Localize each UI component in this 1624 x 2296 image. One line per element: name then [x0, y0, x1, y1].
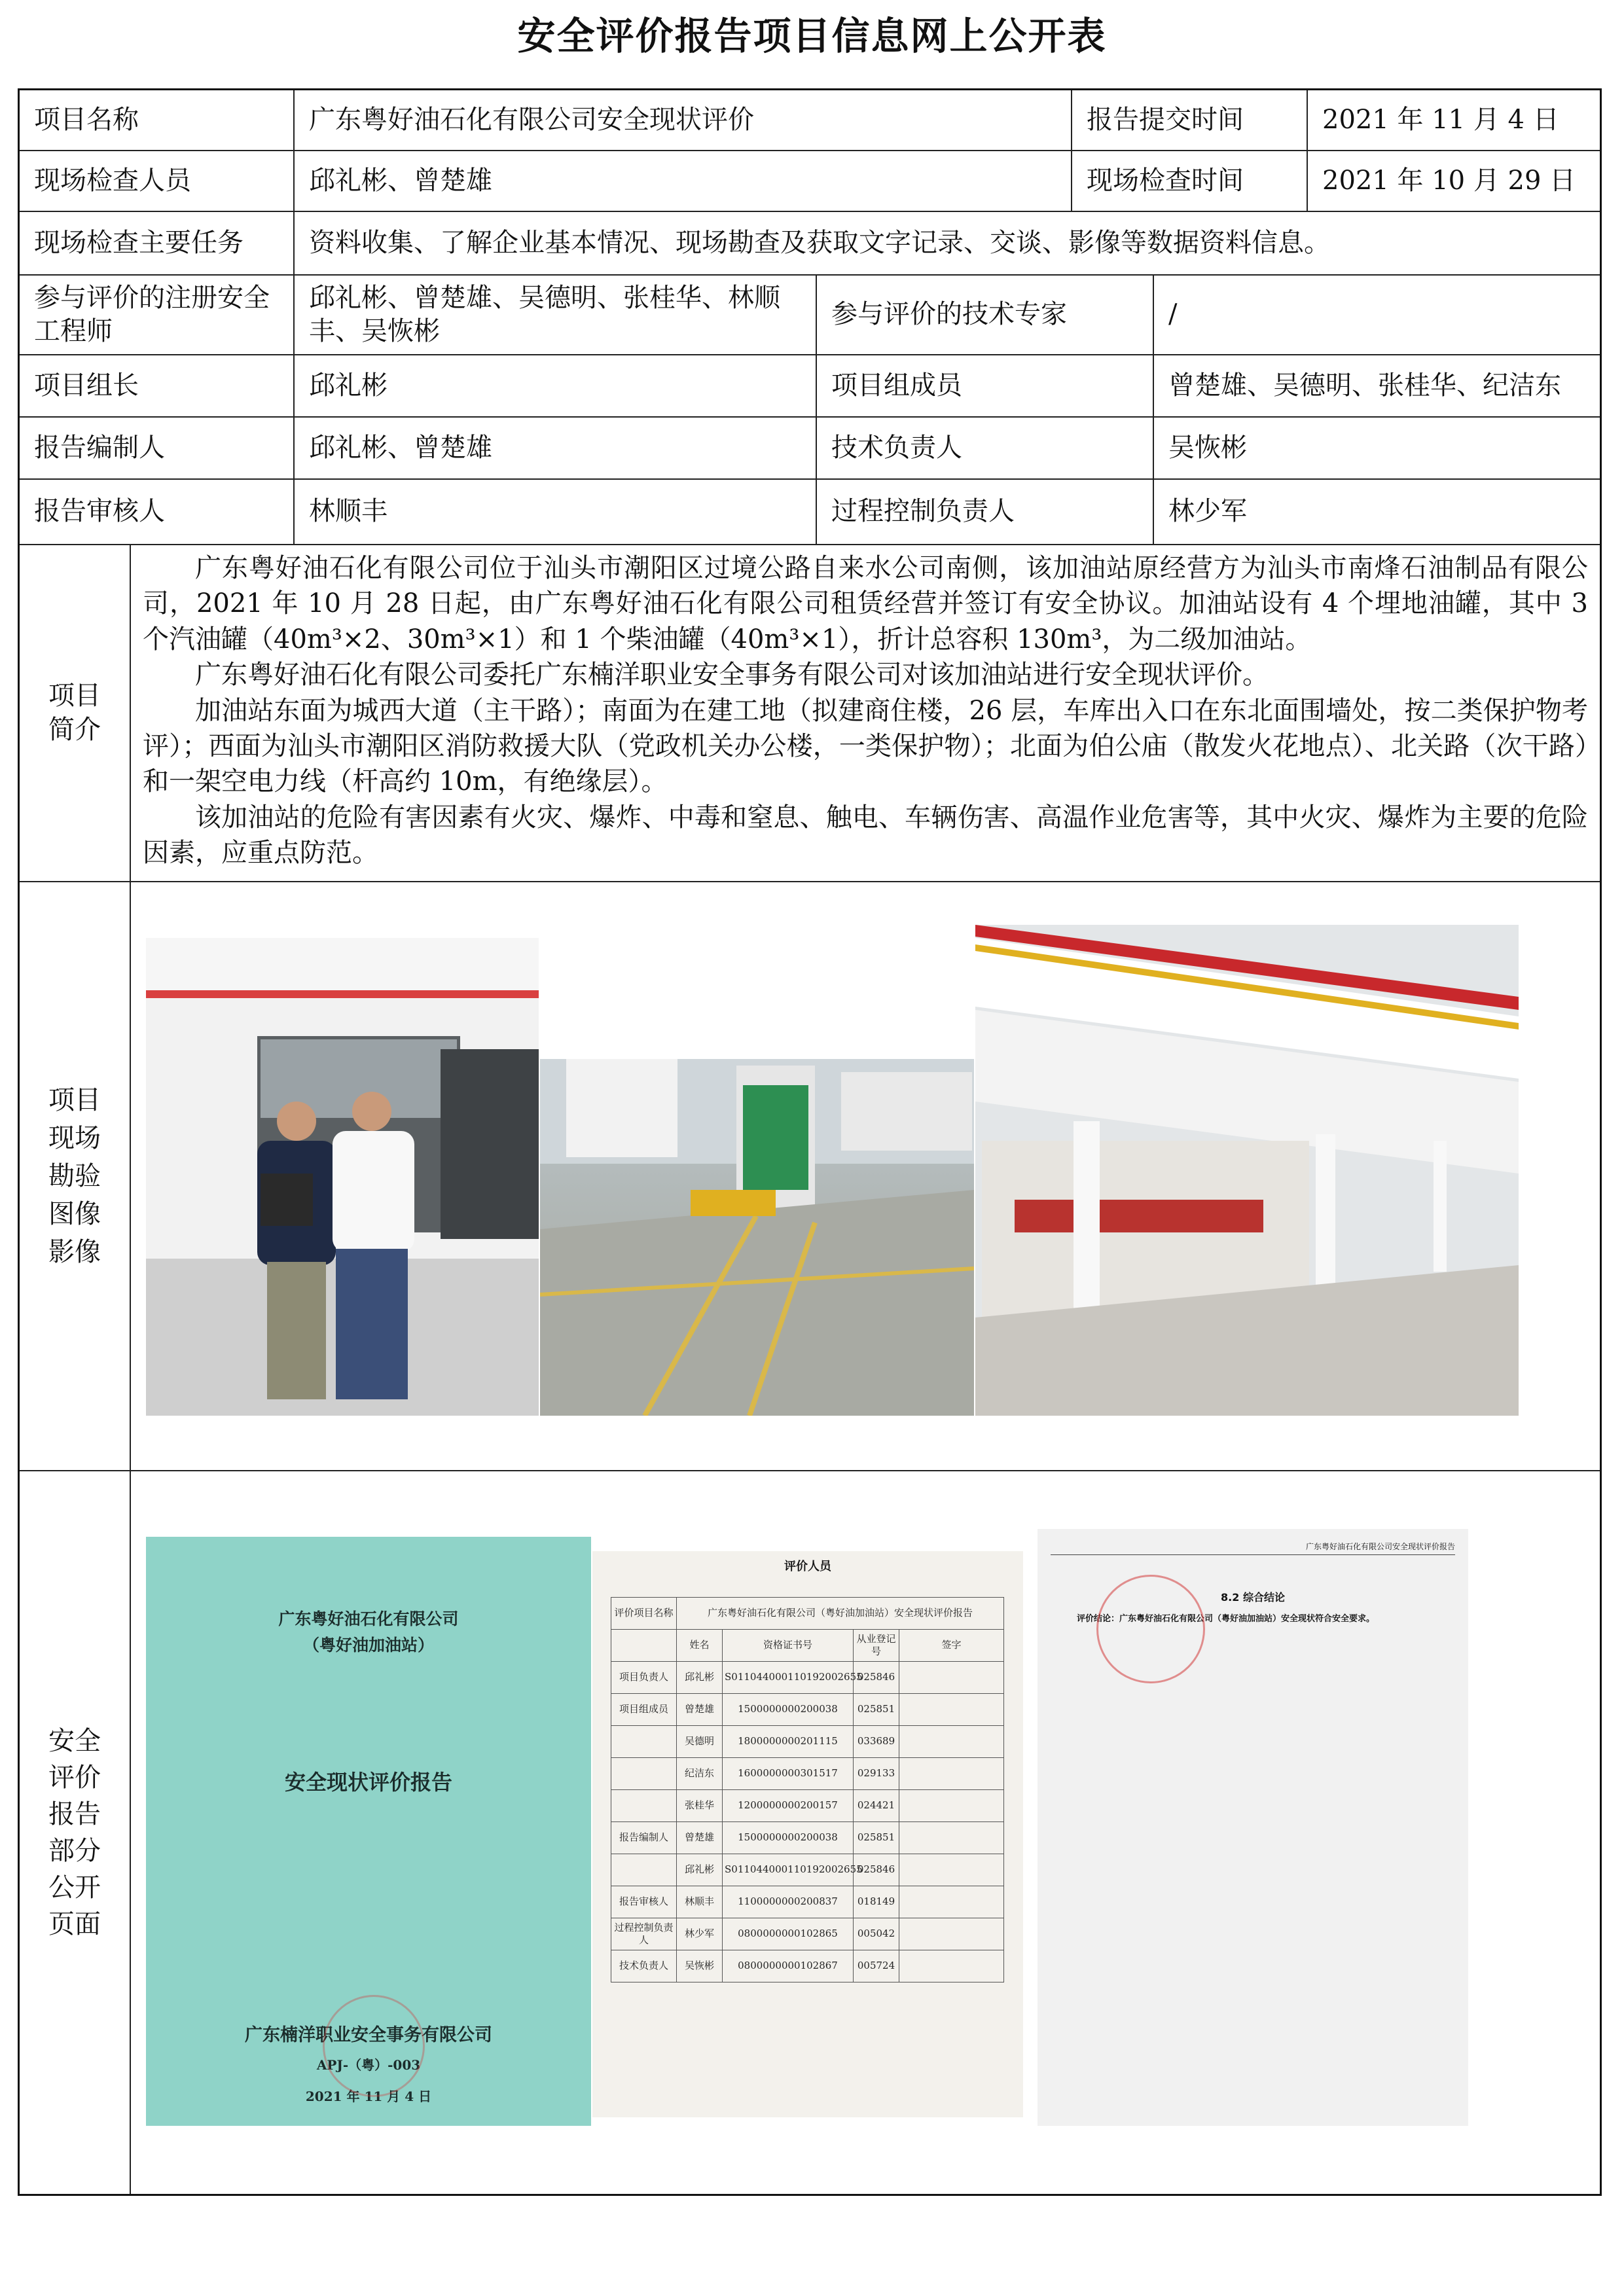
report-staff-page: [592, 1551, 1023, 2117]
staff-role: [611, 1726, 677, 1758]
label-project-name: 项目名称: [20, 90, 295, 151]
staff-cert: S011044000110192002655: [723, 1662, 854, 1694]
staff-name: 邱礼彬: [677, 1662, 723, 1694]
staff-reg: 025851: [854, 1822, 899, 1854]
staff-cert: 0800000000102865: [723, 1918, 854, 1950]
intro-paragraph-1: 广东粤好油石化有限公司位于汕头市潮阳区过境公路自来水公司南侧，该加油站原经营方为汕头市南烽石油制品有限公司，2021 年 10 月 28 日起，由广东粤好油石化有限公司租赁经营并签订有安全协议。加油站设有 4 个埋地油罐，其中 3 个汽油罐（40m³×2、30m³×1）和 1 个柴油罐（40m³×1），折计总容积 130m³，为二级加油站。: [143, 553, 1588, 655]
signature: [899, 1694, 1004, 1726]
stamp-icon: [1096, 1575, 1205, 1683]
conclusion-section: 8.2 综合结论: [1221, 1591, 1285, 1604]
staff-col-cert: 资格证书号: [723, 1630, 854, 1662]
staff-reg: 025851: [854, 1694, 899, 1726]
photo-gallery: [131, 882, 1600, 1471]
label-engineers: 参与评价的注册安全工程师: [20, 276, 295, 355]
signature: [899, 1790, 1004, 1822]
site-photo-canopy: [975, 925, 1519, 1416]
staff-reg: 025846: [854, 1662, 899, 1694]
staff-heading: 评价人员: [784, 1560, 831, 1573]
staff-name: 曾楚雄: [677, 1822, 723, 1854]
signature: [899, 1758, 1004, 1790]
staff-role: [611, 1758, 677, 1790]
staff-name: 林少军: [677, 1918, 723, 1950]
staff-reg: 018149: [854, 1886, 899, 1918]
staff-role: [611, 1854, 677, 1886]
intro-paragraph-2: 广东粤好油石化有限公司委托广东楠洋职业安全事务有限公司对该加油站进行安全现状评价。: [195, 660, 1269, 691]
staff-cert: 1800000000201115: [723, 1726, 854, 1758]
staff-cert: 0800000000102867: [723, 1950, 854, 1982]
label-inspectors: 现场检查人员: [20, 151, 295, 212]
signature: [899, 1822, 1004, 1854]
staff-table: [611, 1597, 1004, 1982]
site-photo-pump-island: [540, 1059, 974, 1416]
staff-col-name: 姓名: [677, 1630, 723, 1662]
label-editor: 报告编制人: [20, 418, 295, 480]
cover-station: （粤好油加油站）: [302, 1636, 434, 1655]
intro-text: [131, 545, 1600, 882]
signature: [899, 1854, 1004, 1886]
report-conclusion-page: [1038, 1529, 1468, 2126]
conclusion-header: 广东粤好油石化有限公司安全现状评价报告: [1051, 1542, 1455, 1555]
grid: [18, 88, 1602, 2196]
staff-cert: 1100000000200837: [723, 1886, 854, 1918]
cover-code: APJ-（粤）-003: [316, 2057, 421, 2073]
staff-role: 技术负责人: [611, 1950, 677, 1982]
staff-reg: 025846: [854, 1854, 899, 1886]
staff-cert: 1500000000200038: [723, 1694, 854, 1726]
cover-issuer: 广东楠洋职业安全事务有限公司: [245, 2025, 492, 2045]
value-engineers: 邱礼彬、曾楚雄、吴德明、张桂华、林顺丰、吴恢彬: [295, 276, 817, 355]
value-project-name: 广东粤好油石化有限公司安全现状评价: [295, 90, 1072, 151]
staff-role: 过程控制负责人: [611, 1918, 677, 1950]
staff-name: 纪洁东: [677, 1758, 723, 1790]
signature: [899, 1726, 1004, 1758]
staff-role: 报告审核人: [611, 1886, 677, 1918]
staff-cert: S011044000110192002655: [723, 1854, 854, 1886]
staff-role: 项目组成员: [611, 1694, 677, 1726]
page-title: 安全评价报告项目信息网上公开表: [517, 14, 1107, 58]
value-inspect-time: 2021 年 10 月 29 日: [1308, 151, 1600, 212]
site-photo-inspectors: [146, 938, 539, 1416]
staff-project-value: 广东粤好油石化有限公司（粤好油加油站）安全现状评价报告: [677, 1598, 1004, 1630]
value-tech: 吴恢彬: [1154, 418, 1600, 480]
value-inspectors: 邱礼彬、曾楚雄: [295, 151, 1072, 212]
cover-report-title: 安全现状评价报告: [284, 1770, 452, 1795]
staff-role: [611, 1790, 677, 1822]
value-leader: 邱礼彬: [295, 355, 817, 418]
cover-date: 2021 年 11 月 4 日: [305, 2089, 432, 2104]
value-process: 林少军: [1154, 480, 1600, 545]
staff-reg: 005042: [854, 1918, 899, 1950]
staff-name: 吴德明: [677, 1726, 723, 1758]
value-main-task: 资料收集、了解企业基本情况、现场勘查及获取文字记录、交谈、影像等数据资料信息。: [295, 212, 1600, 276]
staff-name: 吴恢彬: [677, 1950, 723, 1982]
staff-name: 曾楚雄: [677, 1694, 723, 1726]
conclusion-text: 评价结论：广东粤好油石化有限公司（粤好油加油站）安全现状符合安全要求。: [1077, 1614, 1375, 1624]
cover-company: 广东粤好油石化有限公司: [278, 1609, 459, 1628]
staff-cert: 1200000000200157: [723, 1790, 854, 1822]
label-inspect-time: 现场检查时间: [1072, 151, 1308, 212]
staff-col-reg: 从业登记号: [854, 1630, 899, 1662]
intro-paragraph-4: 该加油站的危险有害因素有火灾、爆炸、中毒和窒息、触电、车辆伤害、高温作业危害等，其中火灾、爆炸为主要的危险因素，应重点防范。: [143, 802, 1588, 869]
staff-name: 邱礼彬: [677, 1854, 723, 1886]
staff-role: 项目负责人: [611, 1662, 677, 1694]
value-members: 曾楚雄、吴德明、张桂华、纪洁东: [1154, 355, 1600, 418]
label-main-task: 现场检查主要任务: [20, 212, 295, 276]
staff-reg: 033689: [854, 1726, 899, 1758]
label-submit-time: 报告提交时间: [1072, 90, 1308, 151]
signature: [899, 1662, 1004, 1694]
staff-role: 报告编制人: [611, 1822, 677, 1854]
staff-reg: 005724: [854, 1950, 899, 1982]
staff-reg: 024421: [854, 1790, 899, 1822]
staff-cert: 1600000000301517: [723, 1758, 854, 1790]
label-tech: 技术负责人: [817, 418, 1154, 480]
label-report-pages: 安全评价报告部分公开页面: [20, 1471, 131, 2194]
signature: [899, 1886, 1004, 1918]
label-leader: 项目组长: [20, 355, 295, 418]
signature: [899, 1950, 1004, 1982]
value-editor: 邱礼彬、曾楚雄: [295, 418, 817, 480]
label-process: 过程控制负责人: [817, 480, 1154, 545]
label-reviewer: 报告审核人: [20, 480, 295, 545]
value-experts: /: [1154, 276, 1600, 355]
label-members: 项目组成员: [817, 355, 1154, 418]
label-experts: 参与评价的技术专家: [817, 276, 1154, 355]
stamp-icon: [323, 1995, 425, 2097]
value-reviewer: 林顺丰: [295, 480, 817, 545]
staff-project-label: 评价项目名称: [611, 1598, 677, 1630]
label-photos: 项目现场勘验图像影像: [20, 882, 131, 1471]
staff-reg: 029133: [854, 1758, 899, 1790]
value-submit-time: 2021 年 11 月 4 日: [1308, 90, 1600, 151]
staff-name: 林顺丰: [677, 1886, 723, 1918]
staff-cert: 1500000000200038: [723, 1822, 854, 1854]
staff-name: 张桂华: [677, 1790, 723, 1822]
signature: [899, 1918, 1004, 1950]
label-intro: 项目简介: [20, 545, 131, 882]
report-cover-page: [146, 1537, 591, 2126]
report-pages: [131, 1471, 1600, 2194]
intro-paragraph-3: 加油站东面为城西大道（主干路）；南面为在建工地（拟建商住楼，26 层，车库出入口在东北面围墙处，按二类保护物考评）；西面为汕头市潮阳区消防救援大队（党政机关办公楼，一类保护物）；北面为伯公庙（散发火花地点）、北关路（次干路）和一架空电力线（杆高约 10m，有绝缘层）。: [143, 695, 1588, 797]
staff-col-sign: 签字: [899, 1630, 1004, 1662]
